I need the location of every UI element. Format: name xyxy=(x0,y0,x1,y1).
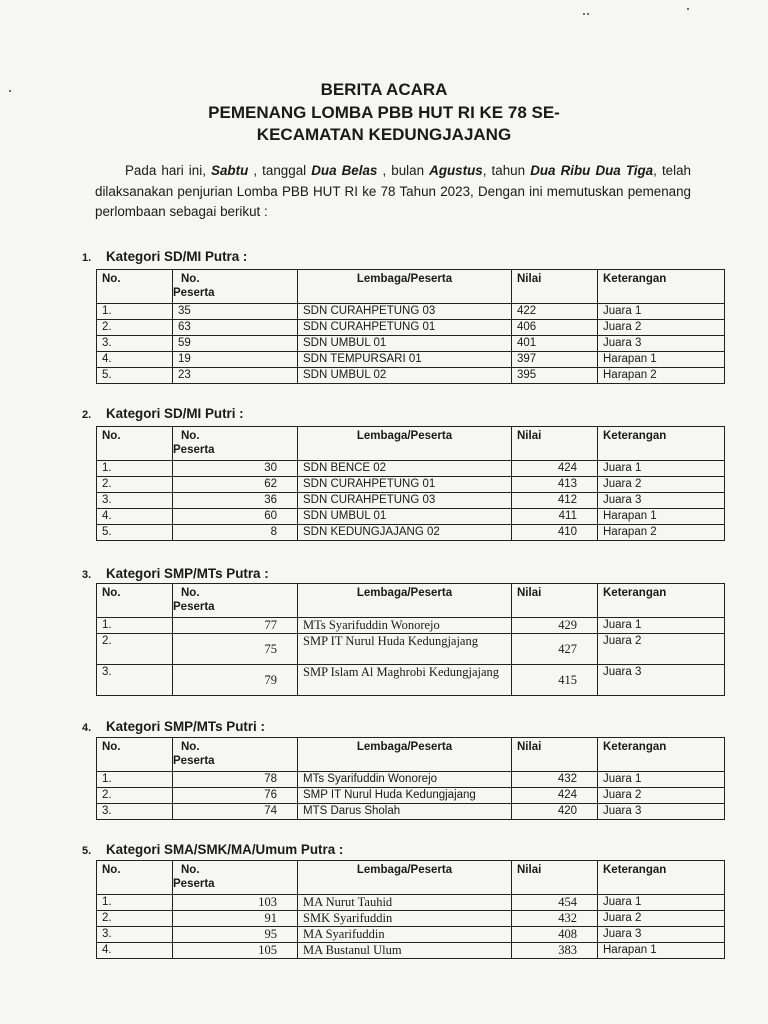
table-cell: 5. xyxy=(97,525,173,541)
table-cell: 2. xyxy=(97,634,173,665)
table-row xyxy=(97,665,725,696)
table-cell: 1. xyxy=(97,772,173,788)
table-header-row xyxy=(97,270,725,304)
table-cell: SDN UMBUL 01 xyxy=(298,509,512,525)
table-cell: 1. xyxy=(97,618,173,634)
table-cell: 411 xyxy=(512,509,598,525)
col-header-peserta: No. Peserta xyxy=(173,861,298,895)
col-header-nilai: Nilai xyxy=(512,270,598,304)
table-cell: 62 xyxy=(173,477,298,493)
col-header-nilai: Nilai xyxy=(512,861,598,895)
table-cell: 23 xyxy=(173,368,298,384)
table-cell: SDN TEMPURSARI 01 xyxy=(298,352,512,368)
table-cell: 30 xyxy=(173,461,298,477)
table-cell: 2. xyxy=(97,788,173,804)
table-cell: Harapan 1 xyxy=(598,943,725,959)
table-cell: 35 xyxy=(173,304,298,320)
table-cell: 2. xyxy=(97,911,173,927)
table-row xyxy=(97,368,725,384)
table-cell: 410 xyxy=(512,525,598,541)
col-header-keterangan: Keterangan xyxy=(598,270,725,304)
doc-title-line-1: BERITA ACARA xyxy=(320,80,448,99)
results-table xyxy=(96,860,725,959)
table-cell: Juara 3 xyxy=(598,336,725,352)
table-cell: 395 xyxy=(512,368,598,384)
table-cell: Juara 2 xyxy=(598,911,725,927)
table-cell: MTs Syarifuddin Wonorejo xyxy=(298,772,512,788)
table-cell: Juara 2 xyxy=(598,634,725,665)
table-cell: MA Nurut Tauhid xyxy=(298,895,512,911)
table-cell: 432 xyxy=(512,911,598,927)
table-cell: MA Syarifuddin xyxy=(298,927,512,943)
table-cell: 91 xyxy=(173,911,298,927)
table-row xyxy=(97,509,725,525)
table-cell: Juara 1 xyxy=(598,618,725,634)
table-cell: Harapan 2 xyxy=(598,368,725,384)
table-cell: MTS Darus Sholah xyxy=(298,804,512,820)
table-cell: Juara 1 xyxy=(598,304,725,320)
table-cell: 77 xyxy=(173,618,298,634)
table-row xyxy=(97,618,725,634)
table-row xyxy=(97,320,725,336)
table-cell: 59 xyxy=(173,336,298,352)
table-cell: 429 xyxy=(512,618,598,634)
table-cell: Juara 3 xyxy=(598,927,725,943)
table-cell: Juara 2 xyxy=(598,788,725,804)
table-cell: SDN CURAHPETUNG 03 xyxy=(298,304,512,320)
table-cell: SDN BENCE 02 xyxy=(298,461,512,477)
table-cell: 1. xyxy=(97,304,173,320)
table-row xyxy=(97,634,725,665)
table-cell: Juara 3 xyxy=(598,804,725,820)
table-cell: 3. xyxy=(97,493,173,509)
table-cell: Harapan 2 xyxy=(598,525,725,541)
category-title: 5. Kategori SMA/SMK/MA/Umum Putra : xyxy=(82,842,344,857)
table-cell: SDN UMBUL 01 xyxy=(298,336,512,352)
col-header-nilai: Nilai xyxy=(512,584,598,618)
col-header-lembaga: Lembaga/Peserta xyxy=(298,270,512,304)
table-cell: Juara 2 xyxy=(598,320,725,336)
table-row xyxy=(97,804,725,820)
table-row xyxy=(97,352,725,368)
col-header-keterangan: Keterangan xyxy=(598,738,725,772)
table-cell: 1. xyxy=(97,895,173,911)
table-cell: 4. xyxy=(97,943,173,959)
table-cell: 408 xyxy=(512,927,598,943)
results-table xyxy=(96,737,725,820)
col-header-peserta: No. Peserta xyxy=(173,427,298,461)
table-header-row xyxy=(97,584,725,618)
col-header-no: No. xyxy=(97,427,173,461)
table-cell: 427 xyxy=(512,634,598,665)
table-cell: SMP IT Nurul Huda Kedungjajang xyxy=(298,788,512,804)
intro-month: Agustus xyxy=(429,163,483,178)
col-header-peserta: No. Peserta xyxy=(173,270,298,304)
table-cell: 413 xyxy=(512,477,598,493)
table-cell: SDN CURAHPETUNG 03 xyxy=(298,493,512,509)
col-header-nilai: Nilai xyxy=(512,738,598,772)
col-header-no: No. xyxy=(97,584,173,618)
table-cell: 60 xyxy=(173,509,298,525)
results-table xyxy=(96,426,725,541)
scan-speck xyxy=(587,13,589,15)
table-cell: 397 xyxy=(512,352,598,368)
table-cell: 5. xyxy=(97,368,173,384)
category-title: 2. Kategori SD/MI Putri : xyxy=(82,406,244,421)
table-cell: 3. xyxy=(97,336,173,352)
table-cell: SDN CURAHPETUNG 01 xyxy=(298,320,512,336)
table-row xyxy=(97,477,725,493)
col-header-keterangan: Keterangan xyxy=(598,584,725,618)
table-cell: SDN CURAHPETUNG 01 xyxy=(298,477,512,493)
table-cell: MTs Syarifuddin Wonorejo xyxy=(298,618,512,634)
category-title: 3. Kategori SMP/MTs Putra : xyxy=(82,566,269,581)
table-cell: Juara 3 xyxy=(598,493,725,509)
table-cell: SMP Islam Al Maghrobi Kedungjajang xyxy=(298,665,512,696)
table-cell: 63 xyxy=(173,320,298,336)
table-cell: Juara 1 xyxy=(598,772,725,788)
table-row xyxy=(97,943,725,959)
table-cell: 8 xyxy=(173,525,298,541)
scan-speck xyxy=(687,8,689,10)
intro-date: Dua Belas xyxy=(311,163,378,178)
table-cell: 3. xyxy=(97,804,173,820)
col-header-lembaga: Lembaga/Peserta xyxy=(298,584,512,618)
col-header-lembaga: Lembaga/Peserta xyxy=(298,738,512,772)
table-cell: 103 xyxy=(173,895,298,911)
intro-paragraph: Pada hari ini, Sabtu , tanggal Dua Belas , bulan Agustus, tahun Dua Ribu Dua Tiga, telah dilaksanakan penjurian Lomba PBB HUT RI ke 78 Tahun 2023, Dengan ini memutuskan pemenang perlombaan sebagai berikut : xyxy=(95,163,692,219)
table-cell: Juara 1 xyxy=(598,895,725,911)
table-cell: 2. xyxy=(97,320,173,336)
table-cell: 424 xyxy=(512,461,598,477)
table-cell: 454 xyxy=(512,895,598,911)
category-title: 4. Kategori SMP/MTs Putri : xyxy=(82,719,265,734)
table-row xyxy=(97,525,725,541)
table-cell: 383 xyxy=(512,943,598,959)
results-table xyxy=(96,269,725,384)
table-cell: 422 xyxy=(512,304,598,320)
table-cell: 76 xyxy=(173,788,298,804)
col-header-keterangan: Keterangan xyxy=(598,427,725,461)
col-header-no: No. xyxy=(97,861,173,895)
table-row xyxy=(97,336,725,352)
table-cell: 415 xyxy=(512,665,598,696)
table-cell: Juara 2 xyxy=(598,477,725,493)
table-cell: SMP IT Nurul Huda Kedungjajang xyxy=(298,634,512,665)
table-cell: SDN UMBUL 02 xyxy=(298,368,512,384)
table-cell: MA Bustanul Ulum xyxy=(298,943,512,959)
table-cell: Juara 3 xyxy=(598,665,725,696)
results-table xyxy=(96,583,725,696)
table-row xyxy=(97,788,725,804)
table-cell: 36 xyxy=(173,493,298,509)
table-cell: SDN KEDUNGJAJANG 02 xyxy=(298,525,512,541)
table-row xyxy=(97,927,725,943)
col-header-peserta: No. Peserta xyxy=(173,738,298,772)
col-header-peserta: No. Peserta xyxy=(173,584,298,618)
table-row xyxy=(97,895,725,911)
col-header-nilai: Nilai xyxy=(512,427,598,461)
table-header-row xyxy=(97,738,725,772)
table-cell: 78 xyxy=(173,772,298,788)
table-cell: 420 xyxy=(512,804,598,820)
table-cell: 424 xyxy=(512,788,598,804)
table-cell: 4. xyxy=(97,352,173,368)
table-cell: 3. xyxy=(97,927,173,943)
table-cell: 19 xyxy=(173,352,298,368)
table-cell: 95 xyxy=(173,927,298,943)
table-row xyxy=(97,461,725,477)
table-cell: 1. xyxy=(97,461,173,477)
table-cell: 79 xyxy=(173,665,298,696)
table-cell: 4. xyxy=(97,509,173,525)
table-row xyxy=(97,772,725,788)
table-row xyxy=(97,493,725,509)
table-cell: 74 xyxy=(173,804,298,820)
intro-day: Sabtu xyxy=(211,163,249,178)
category-title: 1. Kategori SD/MI Putra : xyxy=(82,249,248,264)
table-header-row xyxy=(97,861,725,895)
col-header-lembaga: Lembaga/Peserta xyxy=(298,861,512,895)
table-cell: 105 xyxy=(173,943,298,959)
table-cell: SMK Syarifuddin xyxy=(298,911,512,927)
table-cell: 75 xyxy=(173,634,298,665)
table-header-row xyxy=(97,427,725,461)
col-header-keterangan: Keterangan xyxy=(598,861,725,895)
col-header-no: No. xyxy=(97,270,173,304)
table-cell: 2. xyxy=(97,477,173,493)
intro-year: Dua Ribu Dua Tiga xyxy=(530,163,654,178)
table-cell: 401 xyxy=(512,336,598,352)
table-cell: Harapan 1 xyxy=(598,509,725,525)
col-header-lembaga: Lembaga/Peserta xyxy=(298,427,512,461)
scan-speck xyxy=(583,13,585,15)
table-row xyxy=(97,304,725,320)
table-cell: 406 xyxy=(512,320,598,336)
doc-title-line-3: KECAMATAN KEDUNGJAJANG xyxy=(256,125,512,144)
col-header-no: No. xyxy=(97,738,173,772)
table-row xyxy=(97,911,725,927)
table-cell: 3. xyxy=(97,665,173,696)
table-cell: 432 xyxy=(512,772,598,788)
doc-title-line-2: PEMENANG LOMBA PBB HUT RI KE 78 SE- xyxy=(208,103,560,122)
table-cell: Harapan 1 xyxy=(598,352,725,368)
table-cell: 412 xyxy=(512,493,598,509)
table-cell: Juara 1 xyxy=(598,461,725,477)
